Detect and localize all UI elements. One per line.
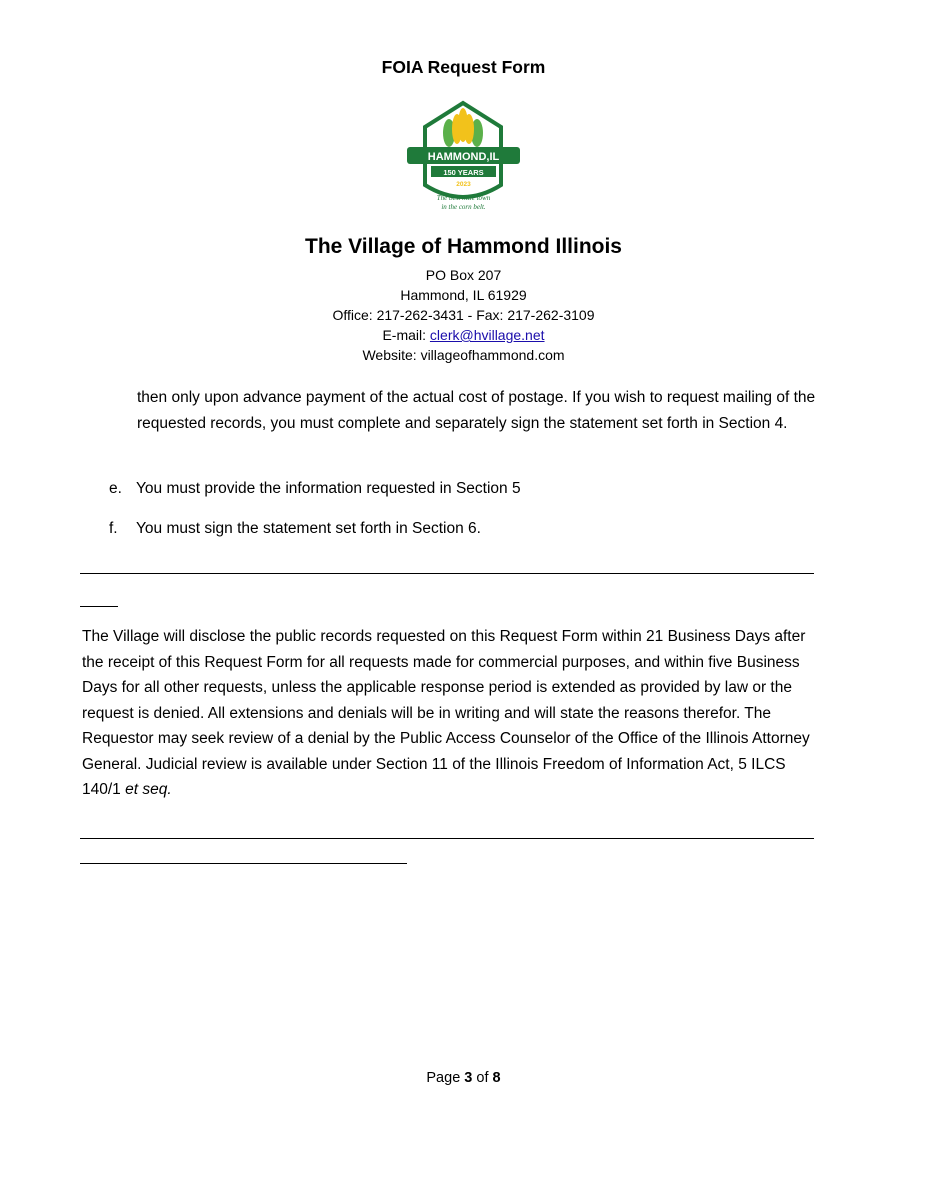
logo-years: 150 YEARS: [443, 168, 484, 177]
list-item-text: You must provide the information requested in Section 5: [136, 480, 521, 497]
list-item: [109, 520, 481, 538]
separator-line: [80, 838, 814, 839]
list-marker: f.: [109, 520, 118, 537]
separator-line: [80, 863, 407, 864]
email-link[interactable]: clerk@hvillage.net: [429, 327, 545, 343]
list-item: [109, 480, 521, 498]
list-marker: e.: [109, 480, 122, 497]
page-number: [0, 1070, 927, 1086]
separator-line: [80, 606, 118, 607]
logo-tagline-1: The best little town: [436, 194, 491, 202]
separator-line: [80, 573, 814, 574]
disclosure-paragraph: [82, 624, 822, 803]
po-box: PO Box 207: [425, 267, 502, 283]
village-name: The Village of Hammond Illinois: [305, 235, 622, 258]
phone-fax: Office: 217-262-3431 - Fax: 217-262-3109: [332, 307, 595, 323]
logo-year: 2023: [456, 181, 471, 188]
email-line: [0, 325, 927, 345]
et-seq: et seq.: [125, 781, 172, 798]
form-title: FOIA Request Form: [381, 57, 546, 77]
page-label: Page: [426, 1070, 465, 1086]
continuation-paragraph: then only upon advance payment of the actual cost of postage. If you wish to request mailing of the requested records, you must complete and separately sign the statement set forth in Section 4.: [137, 389, 816, 432]
email-label: E-mail:: [382, 327, 430, 343]
page-total: 8: [492, 1070, 501, 1086]
page-current: 3: [464, 1070, 473, 1086]
logo-name: HAMMOND,IL: [427, 151, 500, 163]
list-item-text: You must sign the statement set forth in Section 6.: [136, 520, 481, 537]
city-state-zip: Hammond, IL 61929: [400, 287, 527, 303]
website: Website: villageofhammond.com: [362, 347, 565, 363]
disclosure-text: The Village will disclose the public records requested on this Request Form within 21 Business Days after the receipt of this Request Form for all requests made for commercial purposes, and within five Business Days for all other requests, unless the applicable response period is extended as provided by law or the request is denied. All extensions and denials will be in writing and will state the reasons therefor. The Requestor may seek review of a denial by the Public Access Counselor of the Office of the Illinois Attorney General. Judicial review is available under Section 11 of the Illinois Freedom of Information Act, 5 ILCS 140/1: [82, 628, 810, 798]
village-150-years-logo: [405, 97, 522, 217]
logo-tagline-2: in the corn belt.: [441, 203, 486, 211]
page-of: of: [472, 1070, 493, 1086]
